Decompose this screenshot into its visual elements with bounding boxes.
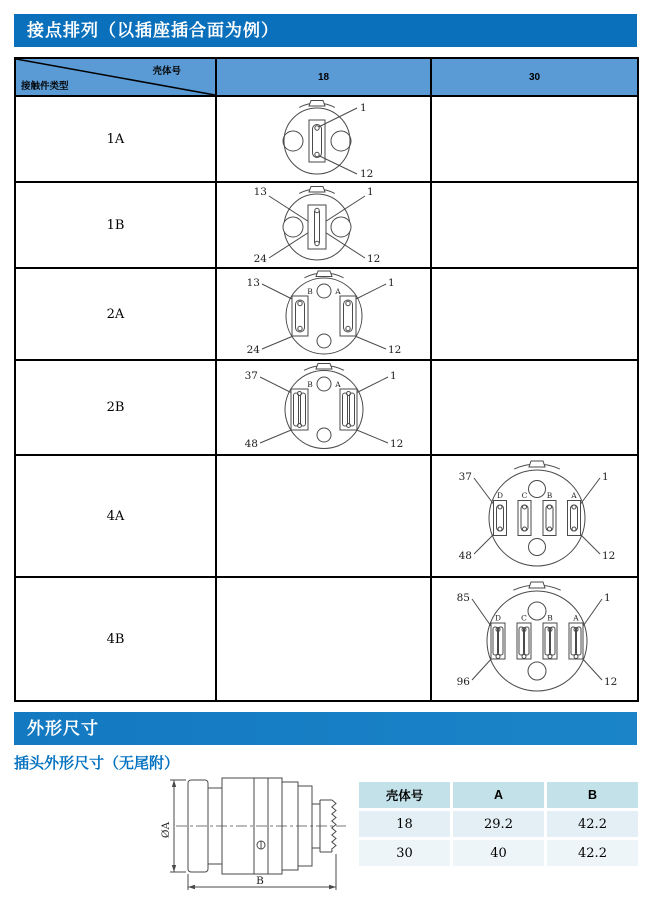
slot-label-A: A [334,380,341,389]
table-row [15,96,638,182]
callout-top-left: 37 [458,471,472,483]
callout-bottom-right: 12 [359,168,373,180]
table-row [15,455,638,577]
dim-cell: 42.2 [547,840,638,866]
dim-cell: 18 [359,811,450,837]
table-row [15,360,638,455]
corner-label-shell-number: 壳体号 [152,66,181,77]
callout-top-right: 1 [389,370,397,382]
slot-label-D: D [494,613,502,623]
callout-top-right: 1 [366,186,374,198]
dimension-table [356,779,641,869]
row-label-2B: 2B [15,360,216,455]
dim-cell: 30 [359,840,450,866]
row-label-1B: 1B [15,182,216,268]
table-row [15,268,638,360]
callout-top-left: 37 [244,370,258,382]
callout-bottom-right: 12 [366,253,380,265]
callout-top-right: 1 [604,592,611,604]
dim-header-A: A [453,782,544,808]
plug-outline-subtitle: 插头外形尺寸（无尾附） [14,755,180,772]
callout-bottom-right: 12 [389,438,403,450]
slot-label-A: A [573,613,579,623]
callout-bottom-right: 12 [602,550,616,562]
contact-arrangement-table [14,57,639,702]
callout-top-right: 1 [359,102,367,114]
corner-label-contact-type: 接触件类型 [21,81,69,92]
slot-label-C: C [521,491,528,500]
connector-face-4A [432,456,642,576]
callout-bottom-left: 48 [244,438,258,450]
callout-top-right: 1 [387,277,395,289]
callout-top-left: 85 [456,592,470,604]
dimension-row-30 [359,840,638,866]
slot-label-A: A [571,491,577,500]
row-label-1A: 1A [15,96,216,182]
slot-label-B: B [547,613,553,623]
callout-bottom-left: 24 [253,253,267,265]
section-header-outline-dimensions: 外形尺寸 [14,712,637,745]
dim-cell: 40 [453,840,544,866]
slot-label-C: C [521,613,527,623]
row-label-4B: 4B [15,577,216,701]
callout-bottom-right: 12 [387,344,401,356]
plug-outline-drawing [160,770,355,897]
callout-bottom-right: 12 [604,676,618,688]
column-header-shell-30: 30 [431,58,638,96]
callout-bottom-left: 96 [456,676,470,688]
dim-header-shell: 壳体号 [359,782,450,808]
slot-label-B: B [306,287,313,296]
table-row [15,577,638,701]
callout-top-left: 13 [253,186,267,198]
table-corner-cell [15,58,216,96]
dimension-row-18 [359,811,638,837]
section-header-contact-arrangement: 接点排列（以插座插合面为例） [14,14,637,47]
slot-label-B: B [306,380,313,389]
row-label-2A: 2A [15,268,216,360]
dim-label-diameter-A: ØA [160,821,172,839]
slot-label-A: A [334,287,341,296]
dim-label-length-B: B [256,875,264,887]
connector-face-1B [229,183,419,267]
callout-top-right: 1 [602,471,609,483]
dim-header-B: B [547,782,638,808]
callout-bottom-left: 48 [458,550,472,562]
slot-label-B: B [546,491,553,500]
connector-face-2A [224,269,424,359]
connector-face-1A [229,97,419,181]
connector-face-4B [432,578,642,700]
table-row [15,182,638,268]
table-header-row [15,58,638,96]
dim-cell: 29.2 [453,811,544,837]
callout-bottom-left: 24 [246,344,260,356]
row-label-4A: 4A [15,455,216,577]
callout-top-left: 13 [246,277,260,289]
dimension-table-header [359,782,638,808]
column-header-shell-18: 18 [216,58,431,96]
dim-cell: 42.2 [547,811,638,837]
slot-label-D: D [496,491,504,500]
connector-face-2B [224,361,424,454]
